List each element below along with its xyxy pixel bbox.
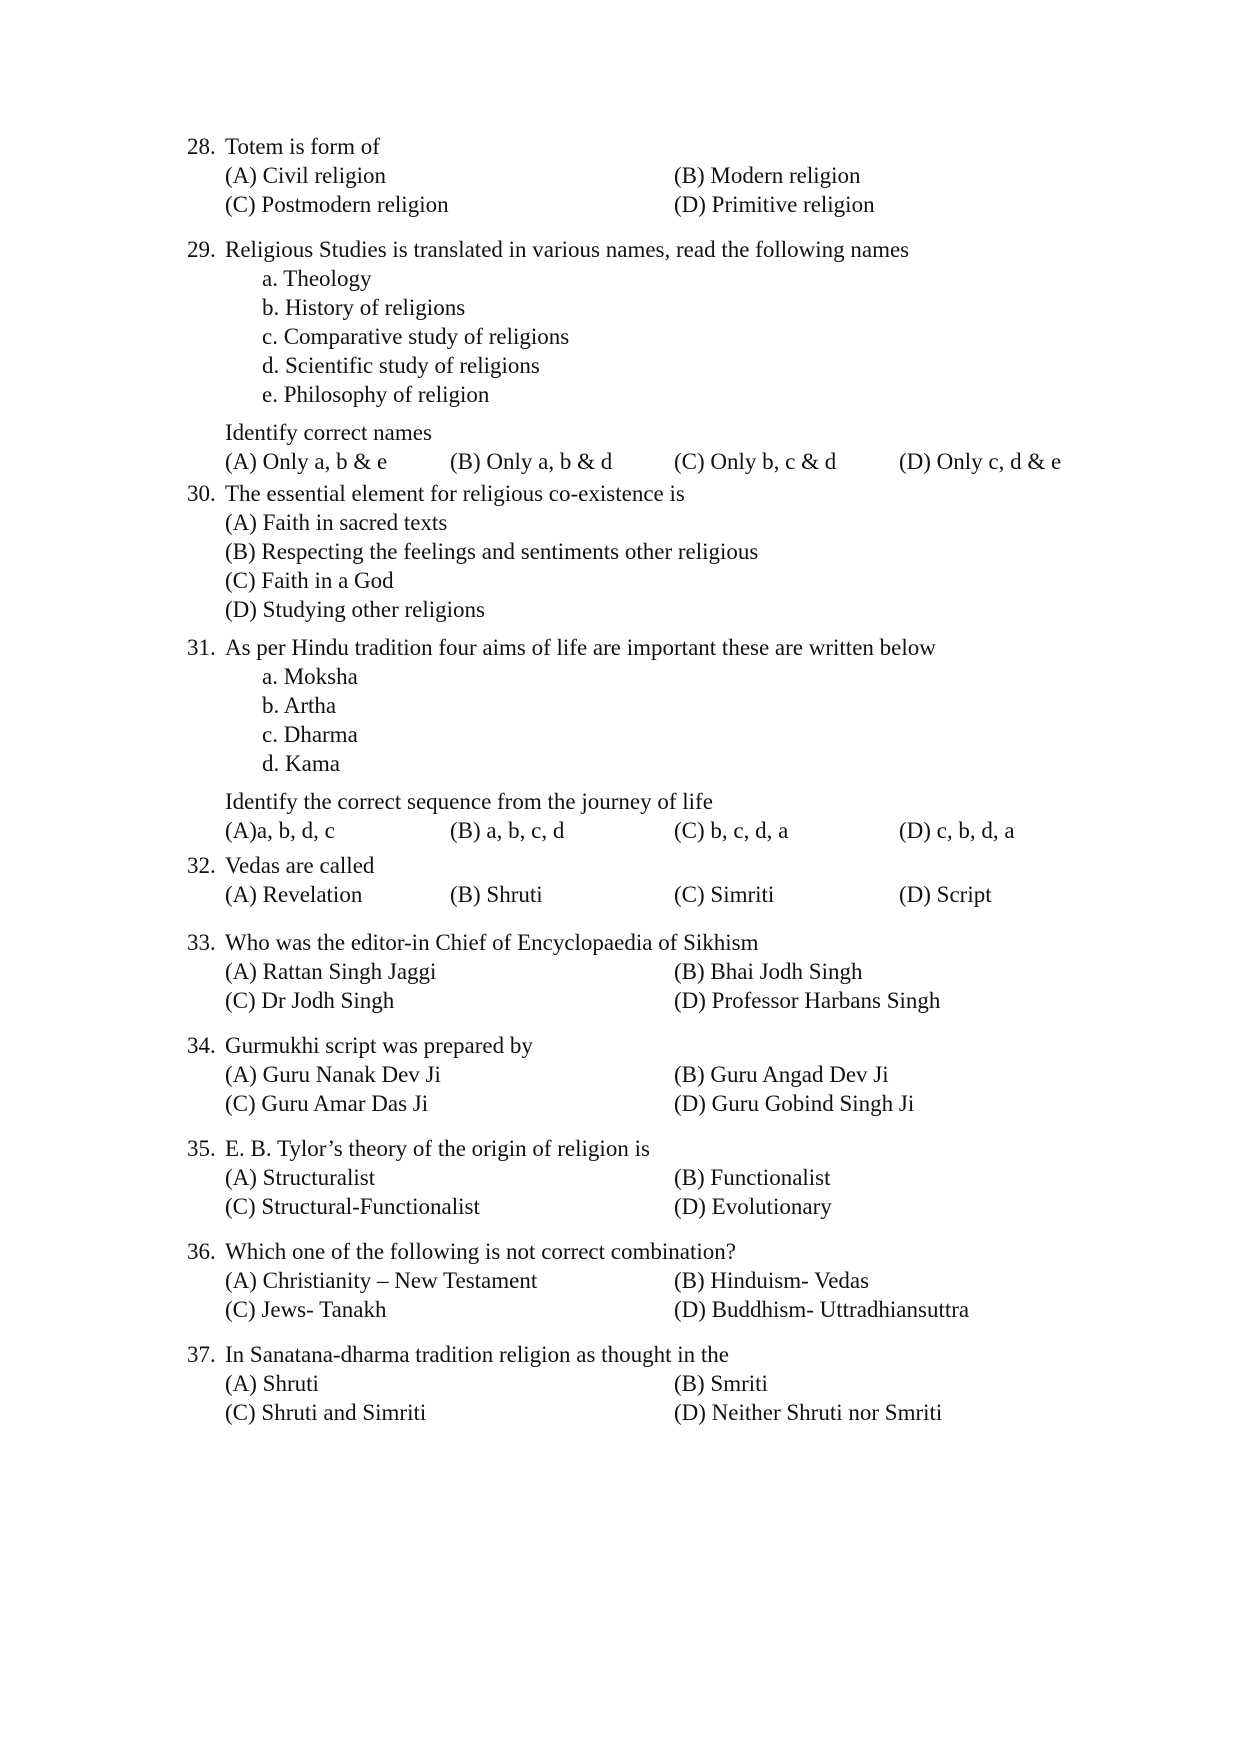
list-item: e. Philosophy of religion: [262, 382, 490, 407]
question-32: [187, 851, 1107, 909]
question-prompt: Identify the correct sequence from the journey of life: [225, 789, 713, 814]
question-28: [187, 132, 1107, 219]
option-c: (C) Faith in a God: [225, 568, 394, 593]
question-number: 28.: [187, 134, 216, 159]
option-b: (B) Bhai Jodh Singh: [674, 959, 863, 984]
option-a: (A) Shruti: [225, 1371, 319, 1396]
list-item: c. Dharma: [262, 722, 358, 747]
question-number: 29.: [187, 237, 216, 262]
question-text: Religious Studies is translated in various names, read the following names: [225, 237, 910, 262]
question-number: 33.: [187, 930, 216, 955]
question-30: [187, 479, 1107, 624]
list-item: c. Comparative study of religions: [262, 324, 570, 349]
question-number: 34.: [187, 1033, 216, 1058]
question-text: Totem is form of: [225, 134, 380, 159]
question-text: Which one of the following is not correct combination?: [225, 1239, 736, 1264]
question-35: [187, 1134, 1107, 1221]
option-c: (C) Structural-Functionalist: [225, 1194, 480, 1219]
question-number: 30.: [187, 481, 216, 506]
option-a: (A) Only a, b & e: [225, 449, 388, 474]
option-b: (B) Shruti: [450, 882, 543, 907]
question-number: 32.: [187, 853, 216, 878]
option-b: (B) Respecting the feelings and sentiments other religious: [225, 539, 759, 564]
question-text: Who was the editor-in Chief of Encyclopaedia of Sikhism: [225, 930, 759, 955]
question-34: [187, 1031, 1107, 1118]
option-a: (A)a, b, d, c: [225, 818, 335, 843]
option-d: (D) Evolutionary: [674, 1194, 832, 1219]
option-c: (C) Only b, c & d: [674, 449, 837, 474]
option-c: (C) Dr Jodh Singh: [225, 988, 395, 1013]
option-d: (D) c, b, d, a: [899, 818, 1015, 843]
option-c: (C) Shruti and Simriti: [225, 1400, 427, 1425]
option-b: (B) Smriti: [674, 1371, 768, 1396]
list-item: d. Scientific study of religions: [262, 353, 540, 378]
question-text: Vedas are called: [225, 853, 375, 878]
list-item: d. Kama: [262, 751, 340, 776]
question-text: The essential element for religious co-existence is: [225, 481, 685, 506]
option-b: (B) a, b, c, d: [450, 818, 565, 843]
list-item: b. Artha: [262, 693, 337, 718]
option-a: (A) Revelation: [225, 882, 363, 907]
list-item: a. Theology: [262, 266, 372, 291]
option-a: (A) Rattan Singh Jaggi: [225, 959, 437, 984]
option-d: (D) Primitive religion: [674, 192, 875, 217]
option-c: (C) Jews- Tanakh: [225, 1297, 387, 1322]
question-text: E. B. Tylor’s theory of the origin of religion is: [225, 1136, 650, 1161]
option-c: (C) Simriti: [674, 882, 775, 907]
question-29: [187, 235, 1107, 476]
question-33: [187, 928, 1107, 1015]
question-number: 37.: [187, 1342, 216, 1367]
option-d: (D) Neither Shruti nor Smriti: [674, 1400, 943, 1425]
option-c: (C) Guru Amar Das Ji: [225, 1091, 429, 1116]
question-number: 36.: [187, 1239, 216, 1264]
option-b: (B) Functionalist: [674, 1165, 831, 1190]
question-text: Gurmukhi script was prepared by: [225, 1033, 533, 1058]
question-31: [187, 633, 1107, 845]
question-text: As per Hindu tradition four aims of life are important these are written below: [225, 635, 936, 660]
option-b: (B) Hinduism- Vedas: [674, 1268, 870, 1293]
question-prompt: Identify correct names: [225, 420, 432, 445]
option-d: (D) Buddhism- Uttradhiansuttra: [674, 1297, 970, 1322]
option-b: (B) Only a, b & d: [450, 449, 613, 474]
option-a: (A) Faith in sacred texts: [225, 510, 448, 535]
option-c: (C) Postmodern religion: [225, 192, 449, 217]
question-37: [187, 1340, 1107, 1427]
question-number: 31.: [187, 635, 216, 660]
option-a: (A) Christianity – New Testament: [225, 1268, 538, 1293]
option-d: (D) Professor Harbans Singh: [674, 988, 941, 1013]
option-b: (B) Modern religion: [674, 163, 861, 188]
option-a: (A) Structuralist: [225, 1165, 376, 1190]
question-text: In Sanatana-dharma tradition religion as thought in the: [225, 1342, 729, 1367]
option-b: (B) Guru Angad Dev Ji: [674, 1062, 889, 1087]
option-c: (C) b, c, d, a: [674, 818, 789, 843]
option-a: (A) Guru Nanak Dev Ji: [225, 1062, 441, 1087]
option-d: (D) Script: [899, 882, 992, 907]
question-number: 35.: [187, 1136, 216, 1161]
question-36: [187, 1237, 1107, 1324]
list-item: b. History of religions: [262, 295, 466, 320]
option-d: (D) Guru Gobind Singh Ji: [674, 1091, 915, 1116]
option-d: (D) Studying other religions: [225, 597, 485, 622]
option-a: (A) Civil religion: [225, 163, 386, 188]
option-d: (D) Only c, d & e: [899, 449, 1062, 474]
list-item: a. Moksha: [262, 664, 358, 689]
